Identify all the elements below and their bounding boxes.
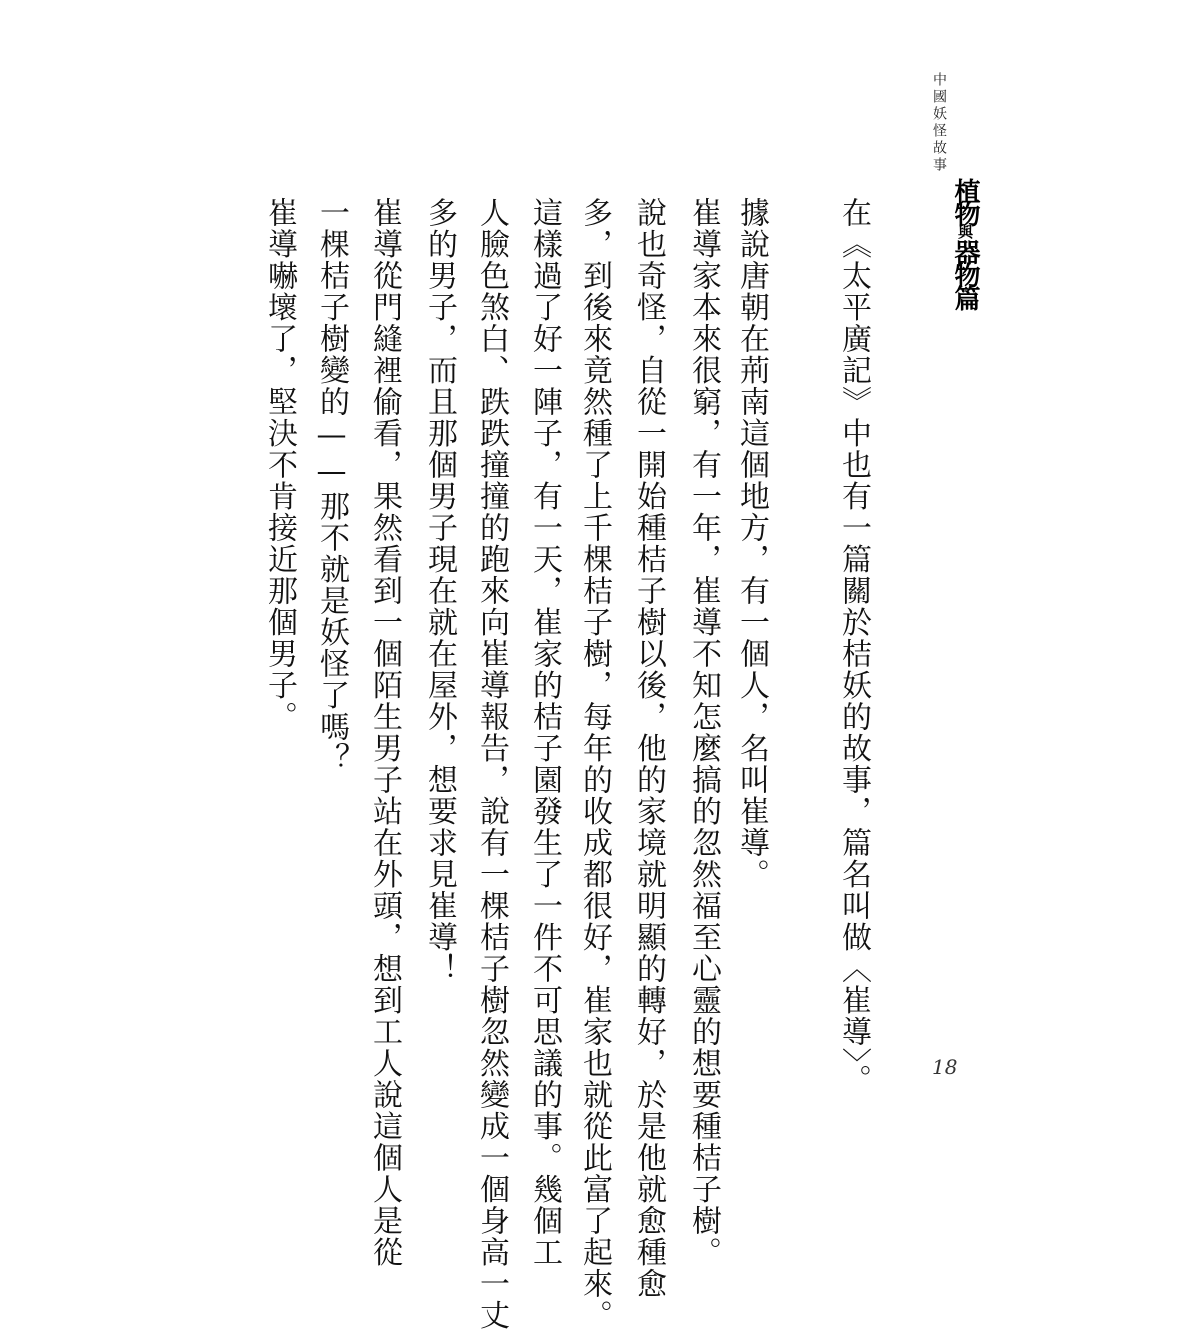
text-column: 說也奇怪，自從一開始種桔子樹以後，他的家境就明顯的轉好，於是他就愈種愈 [631, 197, 666, 1300]
chapter-title-part1: 植物 [950, 178, 980, 224]
text-column: 崔導家本來很窮，有一年，崔導不知怎麼搞的忽然福至心靈的想要種桔子樹。 [686, 197, 721, 1268]
series-title: 中國妖怪故事 [931, 72, 947, 174]
text-column: 據說唐朝在荊南這個地方，有一個人，名叫崔導。 [734, 197, 769, 890]
text-column: 崔導嚇壞了，堅決不肯接近那個男子。 [262, 197, 297, 733]
chapter-title-connector: 與 [956, 224, 974, 239]
text-column: 人臉色煞白、跌跌撞撞的跑來向崔導報告，說有一棵桔子樹忽然變成一個身高一丈 [474, 197, 509, 1331]
text-column: 這樣過了好一陣子，有一天，崔家的桔子園發生了一件不可思議的事。幾個工 [527, 197, 562, 1268]
text-column: 一棵桔子樹變的——那不就是妖怪了嗎？ [314, 197, 349, 774]
text-column: 多，到後來竟然種了上千棵桔子樹，每年的收成都很好，崔家也就從此富了起來。 [577, 197, 612, 1331]
chapter-title [952, 178, 978, 308]
text-column: 崔導從門縫裡偷看，果然看到一個陌生男子站在外頭，想到工人說這個人是從 [367, 197, 402, 1268]
text-column: 多的男子，而且那個男子現在就在屋外，想要求見崔導！ [422, 197, 457, 985]
chapter-title-suffix: 篇 [950, 285, 980, 308]
chapter-title-part2: 器物 [950, 239, 980, 285]
page-number: 18 [932, 1055, 958, 1079]
text-column: 在《太平廣記》中也有一篇關於桔妖的故事，篇名叫做〈崔導〉。 [836, 197, 871, 1096]
